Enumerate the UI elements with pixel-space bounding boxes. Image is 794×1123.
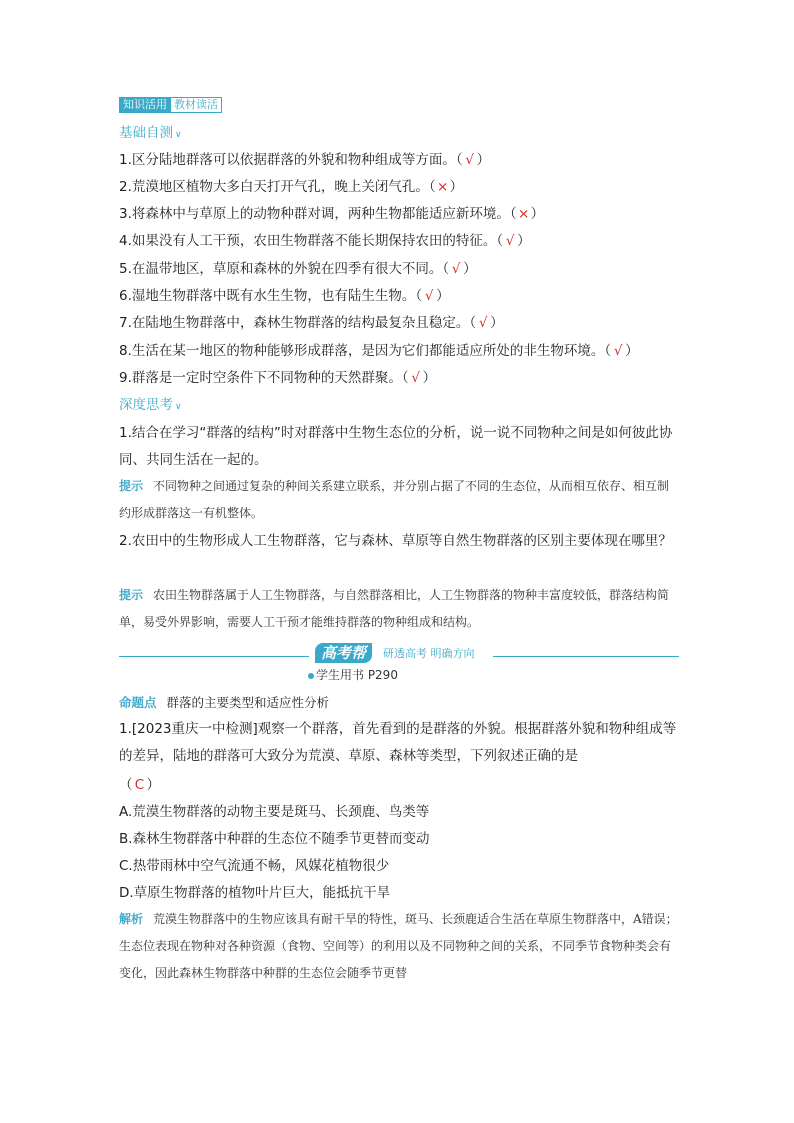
bullet-icon (308, 673, 314, 679)
question-answer: （ C ） (119, 777, 160, 793)
banner-title: 高考帮 (315, 643, 372, 663)
deep-question-1: 1.结合在学习“群落的结构”时对群落中生物生态位的分析，说一说不同物种之间是如何彼此协同、共同生活在一起的。 (119, 425, 673, 468)
basic-test-heading (119, 124, 182, 144)
check-mark: √ (505, 233, 515, 249)
option-d: D.草原生物群落的植物叶片巨大，能抵抗干旱 (119, 885, 391, 901)
answer-letter: C (134, 777, 145, 793)
deep-thinking-heading-text: 深度思考 (119, 397, 173, 413)
analysis: 解析 荒漠生物群落中的生物应该具有耐干旱的特性，斑马、长颈鹿适合生活在草原生物群落中，A错误；生态位表现在物种对各种资源（食物、空间等）的利用以及不同物种之间的关系，不同季节食物种类会有变化，因此森林生物群落中种群的生态位会随季节更替 (119, 912, 678, 980)
banner-divider-right (493, 656, 679, 657)
check-mark: √ (451, 261, 461, 277)
deep-thinking-heading (119, 396, 182, 416)
basic-item-1: 1.区分陆地群落可以依据群落的外貌和物种组成等方面。（ √ ） (119, 152, 491, 168)
option-c: C.热带雨林中空气流通不畅，风媒花植物很少 (119, 858, 390, 874)
basic-item-9: 9.群落是一定时空条件下不同物种的天然群聚。（ √ ） (119, 370, 437, 386)
basic-item-8: 8.生活在某一地区的物种能够形成群落，是因为它们都能适应所处的非生物环境。（ √ ） (119, 343, 639, 359)
check-mark: √ (478, 315, 488, 331)
topic-title: 群落的主要类型和适应性分析 (166, 695, 330, 710)
analysis-label: 解析 (119, 912, 144, 926)
topic-label: 命题点 (119, 695, 157, 710)
basic-item-4: 4.如果没有人工干预，农田生物群落不能长期保持农田的特征。（ √ ） (119, 233, 531, 249)
deep-hint-2: 提示 农田生物群落属于人工生物群落，与自然群落相比，人工生物群落的物种丰富度较低，群落结构简单，易受外界影响，需要人工干预才能维持群落的物种组成和结构。 (119, 588, 670, 629)
tab-textbook-reading[interactable]: 教材读活 (171, 97, 222, 113)
banner-divider-left (119, 656, 309, 657)
check-mark: √ (465, 152, 474, 168)
banner-subtitle: 研透高考 明确方向 (383, 647, 475, 660)
hint-label: 提示 (119, 479, 144, 493)
basic-item-2: 2.荒漠地区植物大多白天打开气孔，晚上关闭气孔。（×） (119, 179, 464, 195)
option-b: B.森林生物群落中种群的生态位不随季节更替而变动 (119, 831, 430, 847)
section-tabs (119, 97, 222, 113)
student-book-reference: 学生用书 P290 (308, 667, 398, 683)
gaokao-banner (119, 643, 679, 665)
question-stem: 1.[2023重庆一中检测]观察一个群落，首先看到的是群落的外貌。根据群落外貌和物种组成等的差异，陆地的群落可大致分为荒漠、草原、森林等类型，下列叙述正确的是 (119, 721, 677, 764)
deep-question-2: 2.农田中的生物形成人工生物群落，它与森林、草原等自然生物群落的区别主要体现在哪里？ (119, 533, 672, 549)
check-mark: √ (411, 370, 420, 386)
deep-hint-1: 提示 不同物种之间通过复杂的种间关系建立联系，并分别占据了不同的生态位，从而相互依存、相互制约形成群落这一有机整体。 (119, 479, 670, 520)
hint-label: 提示 (119, 588, 144, 602)
basic-item-5: 5.在温带地区，草原和森林的外貌在四季有很大不同。（ √ ） (119, 261, 477, 277)
basic-item-3: 3.将森林中与草原上的动物种群对调，两种生物都能适应新环境。（×） (119, 206, 545, 222)
chevron-down-icon: ∨ (175, 402, 182, 412)
check-mark: √ (613, 343, 623, 359)
chevron-down-icon: ∨ (175, 130, 182, 140)
option-a: A.荒漠生物群落的动物主要是斑马、长颈鹿、鸟类等 (119, 804, 430, 820)
topic-heading (119, 694, 329, 712)
check-mark: √ (424, 288, 434, 304)
tab-knowledge-application[interactable]: 知识活用 (119, 97, 171, 113)
basic-item-7: 7.在陆地生物群落中，森林生物群落的结构最复杂且稳定。（ √ ） (119, 315, 504, 331)
basic-item-6: 6.湿地生物群落中既有水生生物，也有陆生生物。（ √ ） (119, 288, 450, 304)
cross-mark: × (436, 179, 449, 195)
cross-mark: × (517, 206, 530, 222)
basic-test-heading-text: 基础自测 (119, 125, 173, 141)
